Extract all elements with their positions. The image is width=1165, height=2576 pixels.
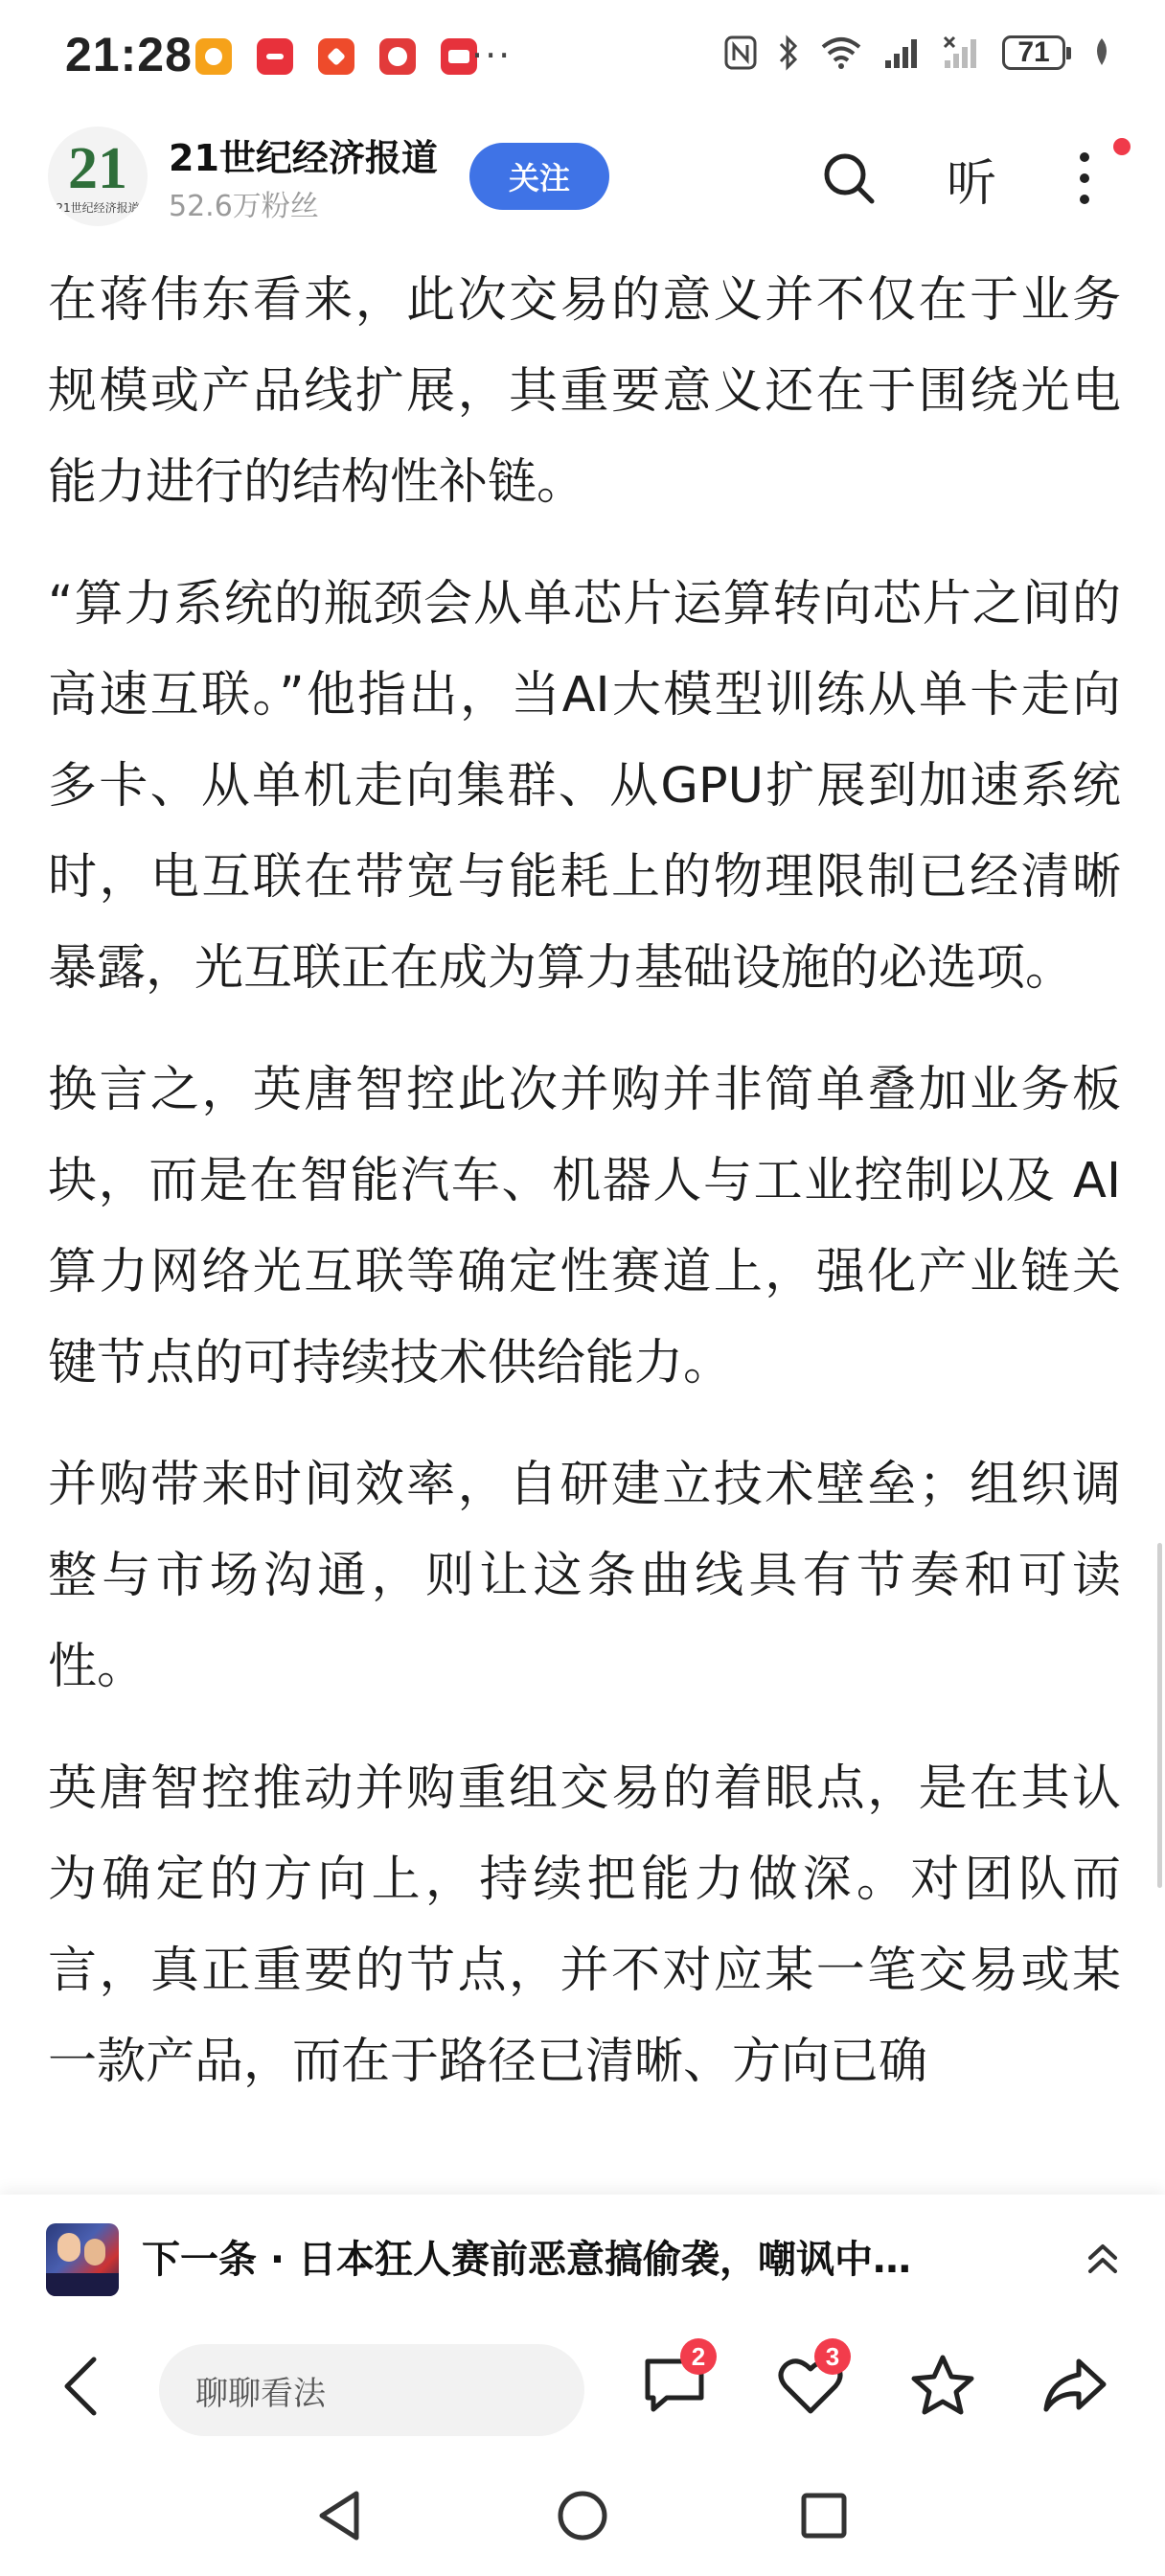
huawei-app-icon — [257, 38, 293, 75]
nav-back-button[interactable] — [307, 2482, 374, 2549]
back-button[interactable] — [50, 2348, 117, 2425]
nfc-icon — [724, 35, 757, 70]
like-count-badge: 3 — [814, 2338, 851, 2375]
more-notifications-icon: ··· — [471, 34, 513, 77]
star-icon — [904, 2348, 981, 2425]
orange-app-icon — [195, 38, 232, 75]
nav-home-button[interactable] — [549, 2482, 616, 2549]
status-bar — [0, 0, 1165, 115]
signal-strength-icon — [883, 35, 922, 70]
next-article-thumbnail — [46, 2223, 119, 2296]
follower-count: 52.6万粉丝 — [169, 190, 319, 223]
notification-dot — [1113, 138, 1131, 155]
bottom-action-bar — [0, 2319, 1165, 2453]
system-navigation-bar — [0, 2453, 1165, 2576]
like-button[interactable] — [772, 2341, 849, 2425]
article-paragraph: 在蒋伟东看来，此次交易的意义并不仅在于业务规模或产品线扩展，其重要意义还在于围绕光电能力进行的结构性补链。 — [48, 272, 1121, 511]
article-paragraph: “算力系统的瓶颈会从单芯片运算转向芯片之间的高速互联。”他指出，当AI大模型训练从单卡走向多卡、从单机走向集群、从GPU扩展到加速系统时，电互联在带宽与能耗上的物理限制已经清晰暴露，光互联正在成为算力基础设施的必选项。 — [48, 576, 1121, 997]
logo-number: 21 — [68, 136, 127, 201]
article-header — [0, 119, 1165, 243]
scrollbar-thumb[interactable] — [1157, 1543, 1162, 1888]
nav-recents-button[interactable] — [790, 2482, 857, 2549]
back-arrow-icon — [50, 2348, 117, 2425]
logo-subtitle: 21世纪经济报道 — [56, 201, 140, 215]
notification-app-icons — [195, 38, 477, 75]
favorite-button[interactable] — [904, 2348, 981, 2425]
status-indicators — [724, 34, 1111, 71]
search-button[interactable] — [811, 140, 887, 217]
battery-icon: 71 — [1002, 35, 1065, 70]
next-article-title[interactable]: 下一条 · 日本狂人赛前恶意搞偷袭，嘲讽中… — [142, 2238, 912, 2282]
search-icon — [820, 150, 878, 207]
more-options-button[interactable] — [1046, 140, 1123, 217]
article-paragraph: 英唐智控推动并购重组交易的着眼点，是在其认为确定的方向上，持续把能力做深。对团队而言，真正重要的节点，并不对应某一笔交易或某一款产品，而在于路径已清晰、方向已确 — [48, 1760, 1121, 2090]
comment-count-badge: 2 — [680, 2338, 717, 2375]
wifi-icon — [820, 35, 862, 70]
red-square-app-icon — [379, 38, 416, 75]
publisher-name[interactable]: 21世纪经济报道 — [169, 137, 438, 179]
bluetooth-icon — [778, 34, 799, 71]
square-recents-icon — [790, 2482, 857, 2549]
share-button[interactable] — [1037, 2348, 1113, 2425]
publisher-avatar[interactable] — [48, 126, 148, 226]
charging-leaf-icon — [1092, 36, 1111, 69]
comment-button[interactable] — [638, 2341, 715, 2425]
share-icon — [1037, 2348, 1113, 2425]
article-paragraph: 换言之，英唐智控此次并购并非简单叠加业务板块，而是在智能汽车、机器人与工业控制以及 AI 算力网络光互联等确定性赛道上，强化产业链关键节点的可持续技术供给能力。 — [48, 1062, 1121, 1392]
next-article-bar[interactable] — [0, 2195, 1165, 2319]
listen-button[interactable]: 听 — [946, 154, 996, 213]
status-clock: 21:28 — [65, 28, 193, 81]
no-signal-icon — [943, 35, 981, 70]
more-vertical-icon — [1075, 150, 1094, 207]
triangle-back-icon — [307, 2482, 374, 2549]
article-paragraph: 并购带来时间效率，自研建立技术壁垒；组织调整与市场沟通，则让这条曲线具有节奏和可读性。 — [48, 1457, 1121, 1695]
circle-home-icon — [549, 2482, 616, 2549]
comment-input[interactable]: 聊聊看法 — [159, 2344, 584, 2436]
follow-button[interactable]: 关注 — [469, 143, 609, 210]
article-body — [48, 255, 1121, 2172]
red-app-icon — [318, 38, 354, 75]
chevron-up-double-icon[interactable] — [1079, 2235, 1127, 2283]
